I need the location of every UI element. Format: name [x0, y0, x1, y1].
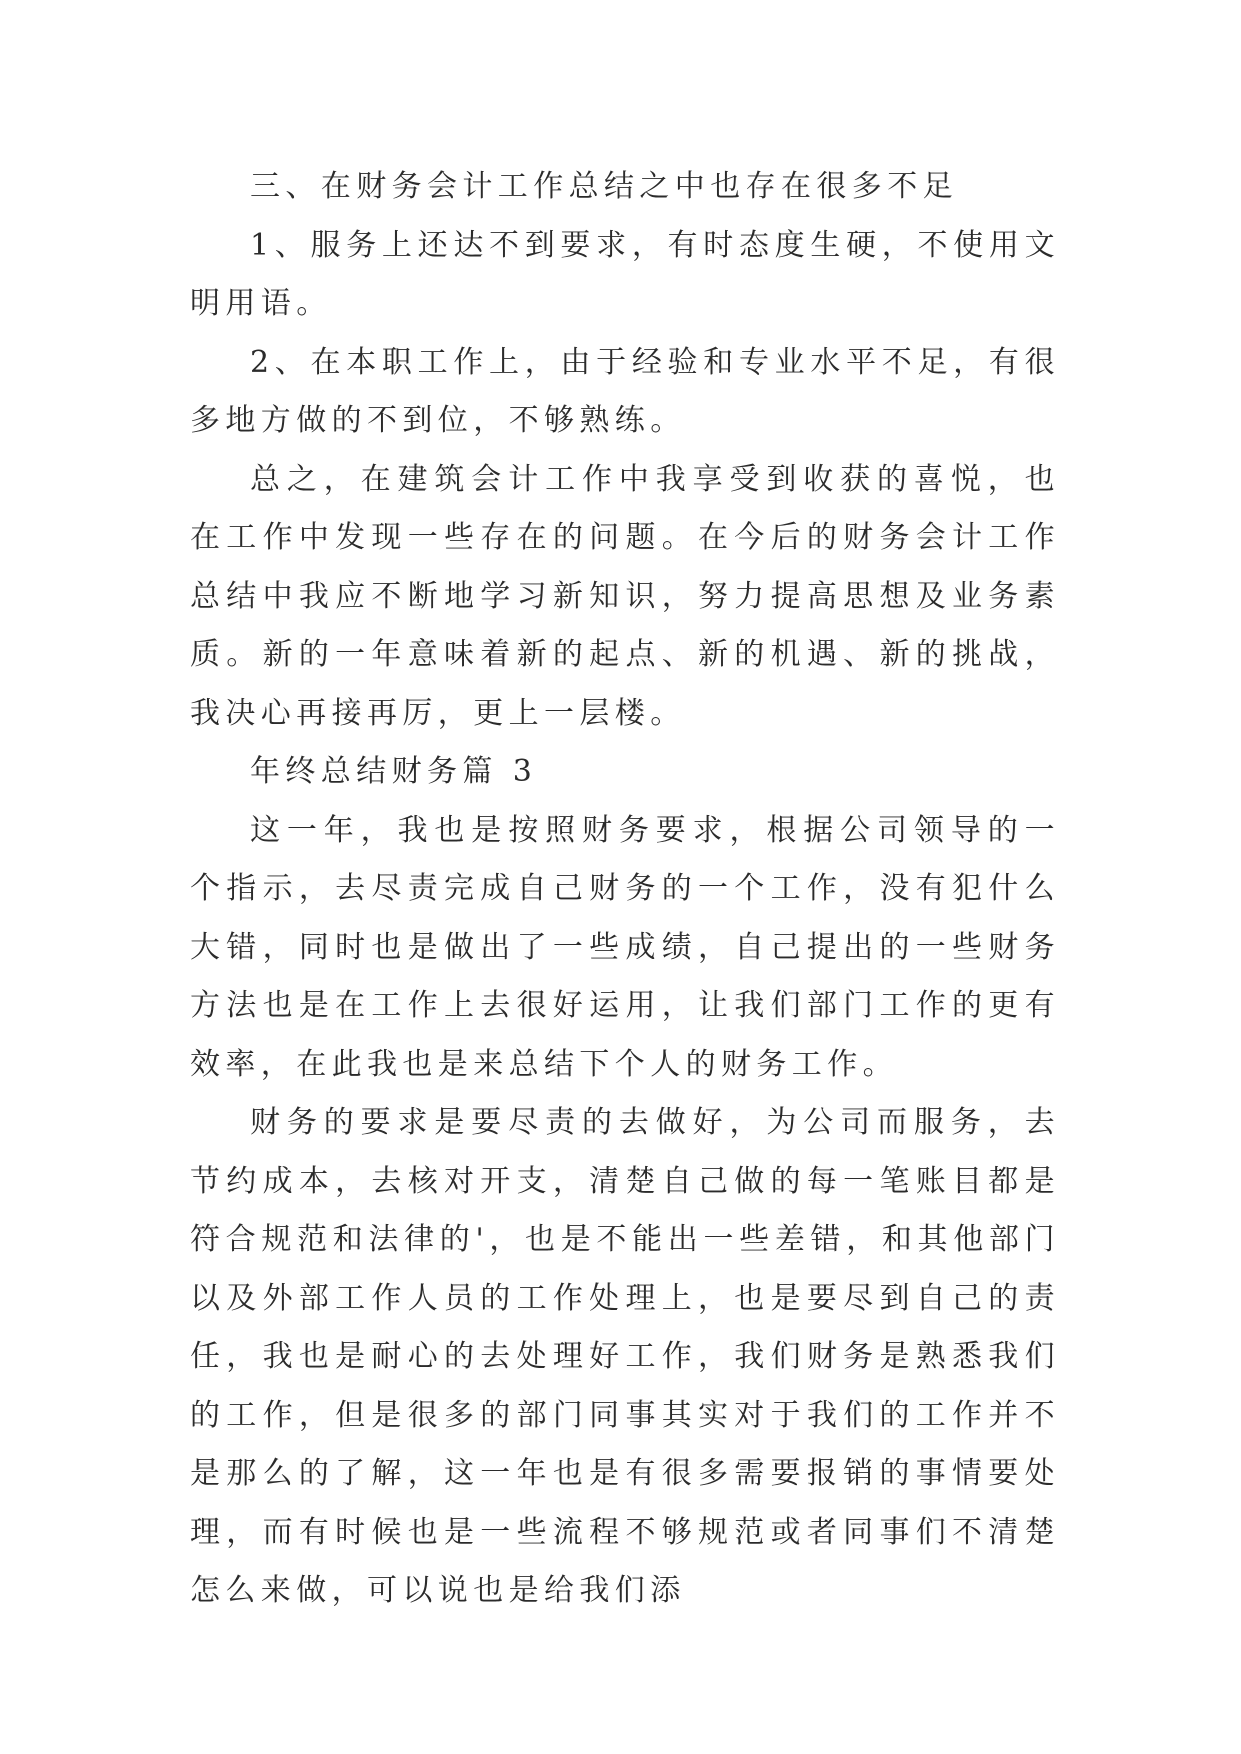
section-heading-deficiencies: 三、在财务会计工作总结之中也存在很多不足 [250, 169, 958, 204]
section-heading-part-3: 年终总结财务篇 3 [250, 754, 538, 789]
paragraph-work-issue: 2、在本职工作上，由于经验和专业水平不足，有很多地方做的不到位，不够熟练。 [190, 344, 1060, 438]
document-body [190, 158, 1060, 1621]
paragraph-year-overview: 这一年，我也是按照财务要求，根据公司领导的一个指示，去尽责完成自己财务的一个工作，没有犯什么大错，同时也是做出了一些成绩，自己提出的一些财务方法也是在工作上去很好运用，让我们部门工作的更有效率，在此我也是来总结下个人的财务工作。 [190, 812, 1060, 1082]
paragraph-finance-requirements: 财务的要求是要尽责的去做好，为公司而服务，去节约成本，去核对开支，清楚自己做的每一笔账目都是符合规范和法律的'，也是不能出一些差错，和其他部门以及外部工作人员的工作处理上，也是要尽到自己的责任，我也是耐心的去处理好工作，我们财务是熟悉我们的工作，但是很多的部门同事其实对于我们的工作并不是那么的了解，这一年也是有很多需要报销的事情要处理，而有时候也是一些流程不够规范或者同事们不清楚怎么来做，可以说也是给我们添 [190, 1105, 1060, 1608]
paragraph-service-issue: 1、服务上还达不到要求，有时态度生硬，不使用文明用语。 [190, 227, 1060, 321]
paragraph-conclusion: 总之，在建筑会计工作中我享受到收获的喜悦，也在工作中发现一些存在的问题。在今后的财务会计工作总结中我应不断地学习新知识，努力提高思想及业务素质。新的一年意味着新的起点、新的机遇、新的挑战，我决心再接再厉，更上一层楼。 [190, 461, 1060, 731]
